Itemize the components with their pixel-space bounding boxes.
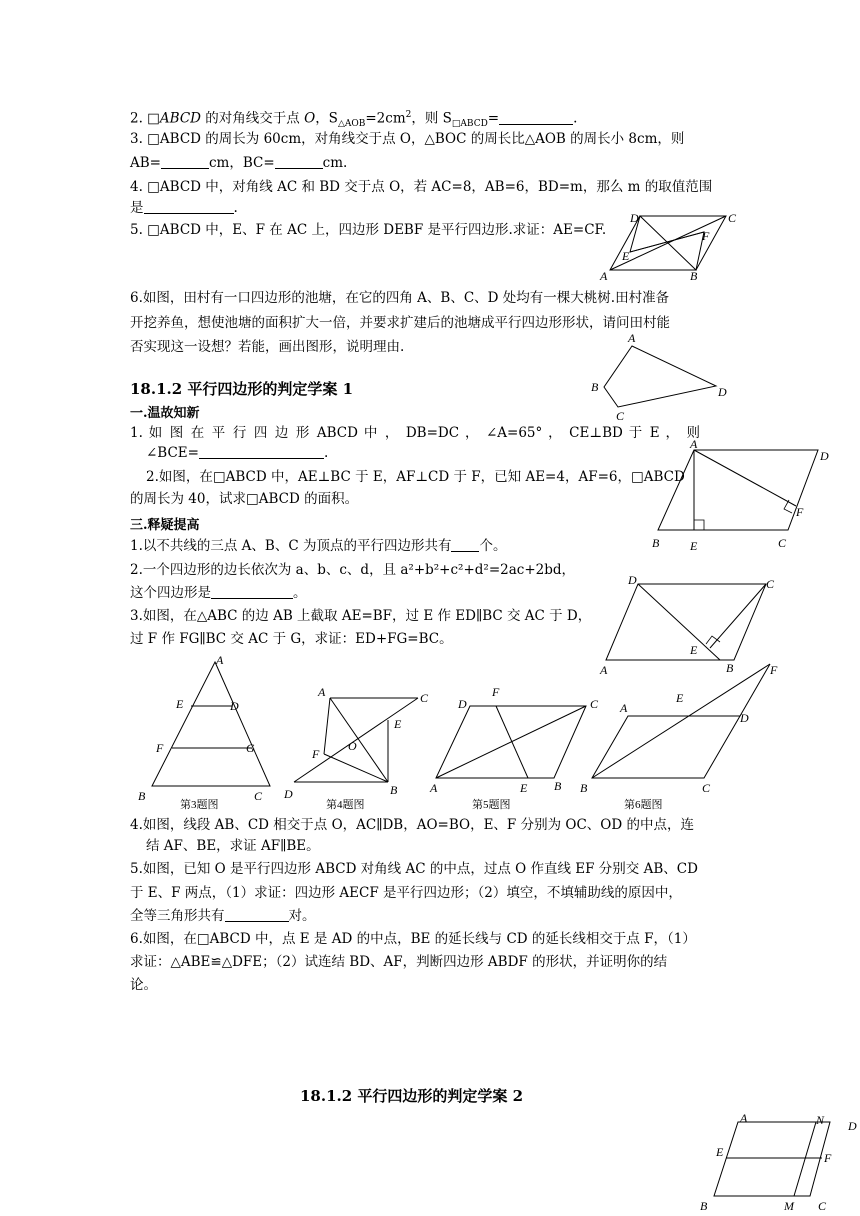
figure-q5-parallelogram <box>596 208 746 283</box>
fig5-label-C: C <box>590 697 599 711</box>
fig5-label-D: D <box>458 697 467 711</box>
fig-q6-label-A: A <box>628 331 636 345</box>
figure-row-3-to-6 <box>130 652 790 812</box>
s1-q3-line2: AB= cm，BC= cm. <box>130 155 348 171</box>
fig4-label-F: F <box>312 747 320 761</box>
fig6-label-B: B <box>580 781 588 795</box>
s2-p2-line2: 这个四边形是 。 <box>130 585 307 601</box>
fig-last-label-D: D <box>848 1119 857 1133</box>
section2-title: 18.1.2 平行四边形的判定学案 1 <box>130 380 354 398</box>
fig3-label-D: D <box>230 699 239 713</box>
fig-p2-label-B: B <box>726 661 734 675</box>
figure-6-parallelogram <box>580 663 778 811</box>
figure-4-crossing-segments <box>283 685 429 811</box>
s2-p1: 1.以不共线的三点 A、B、C 为顶点的平行四边形共有 个。 <box>130 538 507 554</box>
s2-p3-line1: 3.如图，在△ABC 的边 AB 上截取 AE=BF，过 E 作 ED∥BC 交 AC 于 D， <box>130 608 592 624</box>
fig-last-label-B: B <box>700 1199 708 1213</box>
s2-p5-line3: 全等三角形共有 对。 <box>130 908 316 924</box>
fig-p2-label-D: D <box>628 573 637 587</box>
section2-part1: 一.温故知新 <box>130 406 200 421</box>
fig-last-label-M: M <box>784 1199 794 1213</box>
s1-q6-line1: 6.如图，田村有一口四边形的池塘，在它的四角 A、B、C、D 处均有一棵大桃树.田村准备 <box>130 290 670 306</box>
fig4-label-B: B <box>390 783 398 797</box>
fig6-label-D: D <box>740 711 749 725</box>
fig5-label-F: F <box>492 685 500 699</box>
fig4-label-D: D <box>284 787 293 801</box>
fig-last-label-C: C <box>818 1199 827 1213</box>
fig6-label-A: A <box>620 701 628 715</box>
fig3-caption: 第3题图 <box>180 799 219 811</box>
s1-q6-line3: 否实现这一设想？若能，画出图形，说明理由. <box>130 339 405 355</box>
s2-q1-line2: ∠BCE= . <box>146 445 329 461</box>
fig5-label-B: B <box>554 779 562 793</box>
fig6-label-C: C <box>702 781 711 795</box>
fig6-label-F: F <box>770 663 778 677</box>
fig-q5-label-E: E <box>622 249 630 263</box>
fig-q2-label-A: A <box>690 437 698 451</box>
fig4-caption: 第4题图 <box>326 799 365 811</box>
fig-p2-label-C: C <box>766 577 775 591</box>
fig3-label-A: A <box>216 653 224 667</box>
fig6-caption: 第6题图 <box>624 799 663 811</box>
s2-p6-line3: 论。 <box>130 977 157 993</box>
fig-q6-label-D: D <box>718 385 727 399</box>
fig-q5-label-C: C <box>728 211 737 225</box>
s2-p5-line2: 于 E、F 两点，（1）求证：四边形 AECF 是平行四边形；（2）填空，不填辅助线的原因中， <box>130 885 682 901</box>
s2-p4-line1: 4.如图，线段 AB、CD 相交于点 O，AC∥DB，AO=BO，E、F 分别为 OC、OD 的中点，连 <box>130 817 694 833</box>
s2-q1-line1: 1. 如 图 在 平 行 四 边 形 ABCD 中 ， DB=DC ， ∠A=65° ， CE⊥BD 于 E ， 则 <box>130 425 700 441</box>
fig-q2-label-C: C <box>778 536 787 550</box>
s2-p6-line2: 求证：△ABE≌△DFE；（2）试连结 BD、AF，判断四边形 ABDF 的形状，并证明你的结 <box>130 954 668 970</box>
figure-5-parallelogram <box>429 685 599 811</box>
fig-q6-label-C: C <box>616 409 625 423</box>
s1-q6-line2: 开挖养鱼，想使池塘的面积扩大一倍，并要求扩建后的池塘成平行四边形形状，请问田村能 <box>130 315 670 331</box>
s1-q4-line1: 4. □ABCD 中，对角线 AC 和 BD 交于点 O，若 AC=8，AB=6，BD=m，那么 m 的取值范围 <box>130 179 713 195</box>
s2-p4-line2: 结 AF、BE，求证 AF∥BE。 <box>146 838 320 854</box>
fig6-label-E: E <box>676 691 684 705</box>
fig5-caption: 第5题图 <box>472 799 511 811</box>
s2-q2-line1: 2.如图，在□ABCD 中，AE⊥BC 于 E，AF⊥CD 于 F，已知 AE=4，AF=6，□ABCD <box>146 469 685 485</box>
fig-last-label-E: E <box>716 1145 724 1159</box>
s1-q2: 2. □ABCD 的对角线交于点 O，$S_{\triangle AOB}=2cm^2$，则 $S_{□ABCD}=$ . <box>130 110 578 130</box>
fig-q5-label-F: F <box>702 229 710 243</box>
s2-p6-line1: 6.如图，在□ABCD 中，点 E 是 AD 的中点，BE 的延长线与 CD 的延长线相交于点 F，（1） <box>130 931 696 947</box>
fig3-label-F: F <box>156 741 164 755</box>
s2-p5-line1: 5.如图，已知 O 是平行四边形 ABCD 对角线 AC 的中点，过点 O 作直线 EF 分别交 AB、CD <box>130 861 698 877</box>
fig-q2-label-B: B <box>652 536 660 550</box>
s2-q2-line2: 的周长为 40，试求□ABCD 的面积。 <box>130 491 359 507</box>
fig3-label-E: E <box>176 697 184 711</box>
fig3-label-B: B <box>138 789 146 803</box>
fig-q2-label-F: F <box>796 505 804 519</box>
fig3-label-C: C <box>254 789 263 803</box>
fig-last-label-F: F <box>824 1151 832 1165</box>
fig-q5-label-B: B <box>690 269 698 283</box>
figure-q6-pond <box>586 332 736 427</box>
figure-last-parallelogram <box>700 1112 860 1216</box>
fig4-label-O: O <box>348 739 357 753</box>
s1-q5: 5. □ABCD 中，E、F 在 AC 上，四边形 DEBF 是平行四边形.求证：AE=CF. <box>130 222 607 238</box>
fig-last-label-N: N <box>816 1113 825 1127</box>
s2-p2-line1: 2.一个四边形的边长依次为 a、b、c、d，且 a²+b²+c²+d²=2ac+2bd， <box>130 562 576 578</box>
fig-q6-label-B: B <box>591 380 599 394</box>
fig-last-label-A: A <box>740 1111 748 1125</box>
fig4-label-A: A <box>318 685 326 699</box>
s2-p3-line2: 过 F 作 FG∥BC 交 AC 于 G，求证：ED+FG=BC。 <box>130 631 453 647</box>
fig-q5-label-D: D <box>630 211 639 225</box>
figure-q2-parallelogram <box>648 437 838 557</box>
fig-p2-label-A: A <box>600 663 608 677</box>
s1-q3-line1: 3. □ABCD 的周长为 60cm，对角线交于点 O，△BOC 的周长比△AOB 的周长小 8cm，则 <box>130 131 685 147</box>
fig4-label-C: C <box>420 691 429 705</box>
fig5-label-A: A <box>430 781 438 795</box>
fig3-label-G: G <box>246 741 255 755</box>
fig-q2-label-E: E <box>690 539 698 553</box>
fig5-label-E: E <box>520 781 528 795</box>
fig-p2-label-E: E <box>690 643 698 657</box>
s1-q4-line2: 是 . <box>130 200 238 216</box>
section3-title: 18.1.2 平行四边形的判定学案 2 <box>300 1087 524 1105</box>
fig4-label-E: E <box>394 717 402 731</box>
section2-part3: 三.释疑提高 <box>130 518 200 533</box>
figure-3-triangle <box>138 653 270 811</box>
fig-q5-label-A: A <box>600 269 608 283</box>
fig-q2-label-D: D <box>820 449 829 463</box>
